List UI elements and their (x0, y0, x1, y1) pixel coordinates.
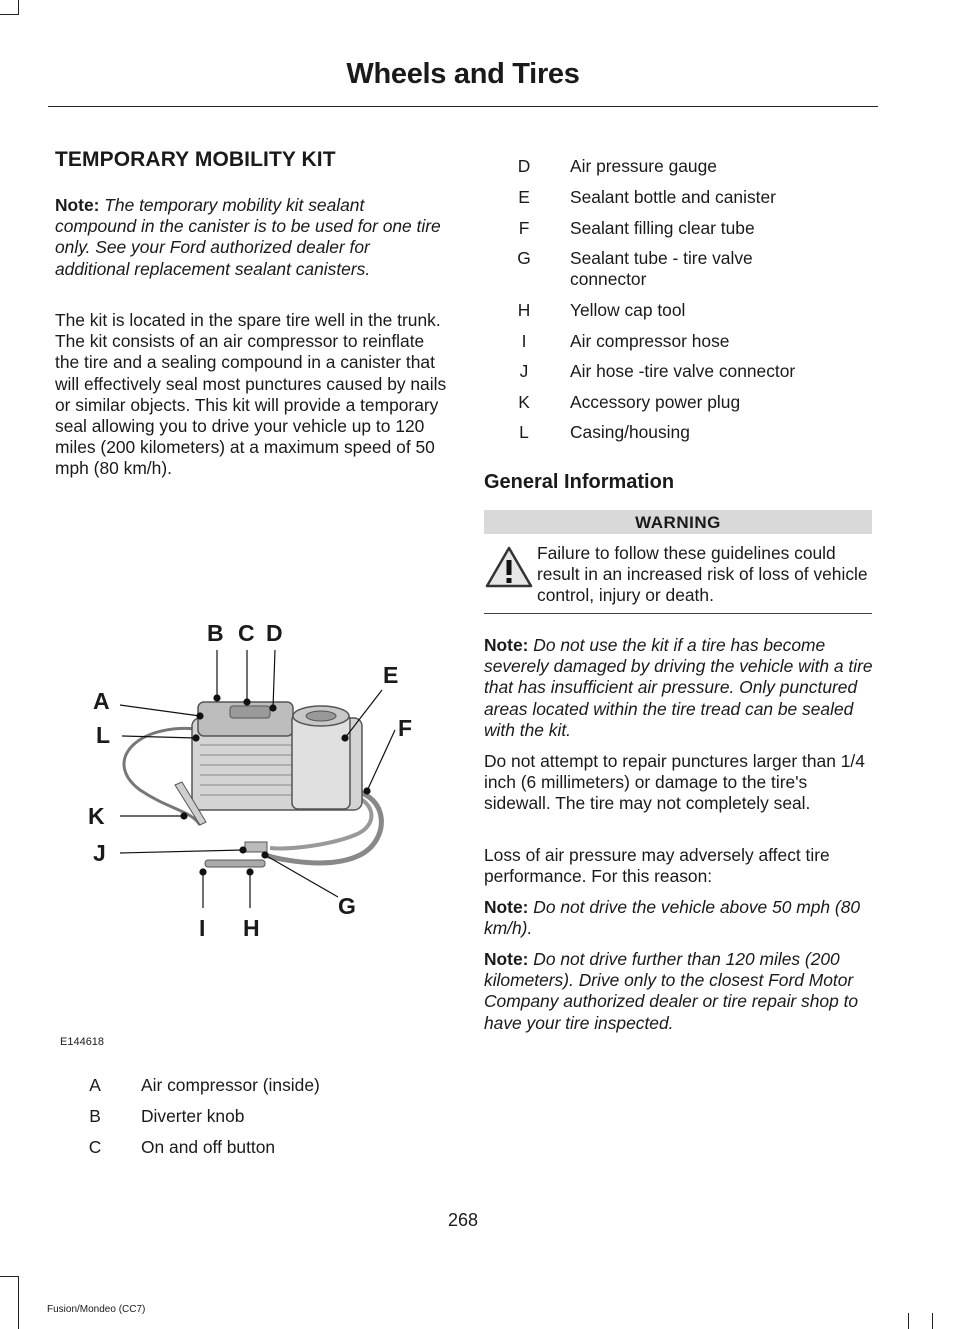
footer-text: Fusion/Mondeo (CC7) (47, 1304, 146, 1315)
legend-key: J (519, 361, 529, 381)
callout-b: B (207, 620, 224, 646)
legend-key: D (517, 156, 531, 176)
page-number: 268 (447, 1210, 479, 1230)
legend-text: Sealant filling clear tube (570, 218, 755, 238)
note-label: Note: (484, 897, 529, 917)
crop-mark (0, 1276, 19, 1277)
callout-g: G (338, 893, 356, 919)
legend-text: On and off button (141, 1137, 276, 1157)
figure-id: E144618 (60, 1036, 105, 1048)
kit-illustration (80, 610, 420, 955)
legend-item (512, 300, 872, 331)
note-text: Do not drive the vehicle above 50 mph (80 km/h). (484, 897, 861, 939)
punctures-paragraph: Do not attempt to repair punctures larger than 1/4 inch (6 millimeters) or damage to the tire's sidewall. The tire may not completely seal. (484, 751, 865, 814)
warning-icon (484, 544, 534, 590)
legend-item (512, 331, 872, 361)
legend-item (512, 392, 872, 422)
legend-list-left (83, 1075, 443, 1168)
legend-text: Sealant bottle and canister (570, 187, 776, 207)
legend-item (83, 1137, 443, 1168)
legend-key: A (89, 1075, 101, 1095)
legend-text: Yellow cap tool (570, 300, 686, 320)
legend-key: E (518, 187, 530, 207)
legend-text: Casing/housing (570, 422, 690, 442)
legend-text: Diverter knob (141, 1106, 245, 1126)
note-distance (484, 949, 876, 1034)
section-heading: TEMPORARY MOBILITY KIT (55, 148, 336, 171)
warning-bar: WARNING (484, 510, 872, 534)
sealant-canister (292, 714, 350, 809)
legend-text: Air hose -tire valve connector (570, 361, 796, 381)
callout-h: H (243, 915, 260, 941)
warning-text: Failure to follow these guidelines could result in an increased risk of loss of vehicle control, injury or death. (537, 543, 868, 606)
note-label: Note: (55, 195, 100, 215)
note-label: Note: (484, 949, 529, 969)
note-text: The temporary mobility kit sealant compound in the canister is to be used for one tire only. See your Ford authorized dealer for additional replacement sealant canisters. (55, 195, 441, 279)
legend-item (512, 187, 872, 218)
crop-mark (932, 1313, 933, 1329)
callout-j: J (93, 840, 106, 866)
page-header-title: Wheels and Tires (346, 58, 580, 90)
header-rule (48, 106, 878, 107)
legend-text: Air pressure gauge (570, 156, 717, 176)
canister-cap (306, 711, 336, 721)
crop-mark (18, 0, 19, 14)
legend-key: F (518, 218, 530, 238)
kit-drawing (80, 610, 420, 955)
legend-item (512, 218, 872, 248)
legend-item (512, 248, 872, 300)
callout-c: C (238, 620, 255, 646)
note-text: Do not drive further than 120 miles (200 kilometers). Drive only to the closest Ford Motor Company authorized dealer or tire repair shop to have your tire inspected. (484, 949, 859, 1033)
legend-item (512, 156, 872, 187)
crop-mark (908, 1313, 909, 1329)
legend-text: Accessory power plug (570, 392, 741, 412)
kit-description: The kit is located in the spare tire well in the trunk. The kit consists of an air compressor to reinflate the tire and a sealing compound in a canister that will effectively seal most punctures caused by nails or similar objects. This kit will provide a temporary seal allowing you to drive your vehicle up to 120 miles (200 kilometers) at a maximum speed of 50 mph (80 km/h). (55, 310, 447, 479)
callout-e: E (383, 662, 399, 688)
crop-mark (0, 14, 19, 15)
warning-rule (484, 613, 872, 614)
note-sealant (55, 195, 445, 280)
callout-k: K (88, 803, 105, 829)
note-label: Note: (484, 635, 529, 655)
callout-f: F (398, 715, 413, 741)
legend-text: Sealant tube - tire valve connector (570, 248, 753, 289)
air-pressure-paragraph: Loss of air pressure may adversely affect tire performance. For this reason: (484, 845, 830, 887)
gauge (230, 706, 270, 718)
general-information-heading: General Information (484, 471, 675, 493)
legend-list-right (512, 156, 872, 453)
callout-l: L (96, 722, 111, 748)
callout-i: I (199, 915, 206, 941)
legend-key: K (518, 392, 530, 412)
note-speed (484, 897, 876, 939)
legend-item (83, 1075, 443, 1106)
callout-a: A (93, 688, 110, 714)
legend-key: G (517, 248, 531, 268)
callout-d: D (266, 620, 283, 646)
legend-text: Air compressor hose (570, 331, 730, 351)
legend-key: H (517, 300, 531, 320)
legend-item (83, 1106, 443, 1137)
legend-key: I (521, 331, 527, 351)
legend-item (512, 422, 872, 453)
crop-mark (18, 1276, 19, 1329)
valve-connector (245, 842, 267, 852)
legend-key: C (88, 1137, 102, 1157)
legend-key: B (89, 1106, 101, 1126)
note-damaged-tire (484, 635, 876, 741)
legend-text: Air compressor (inside) (141, 1075, 320, 1095)
note-text: Do not use the kit if a tire has become severely damaged by driving the vehicle with a tire that has insufficient air pressure. Only punctured areas located within the tire tread can be sealed with the kit. (484, 635, 873, 740)
legend-item (512, 361, 872, 392)
yellow-cap-tool (205, 860, 265, 867)
legend-key: L (519, 422, 529, 442)
